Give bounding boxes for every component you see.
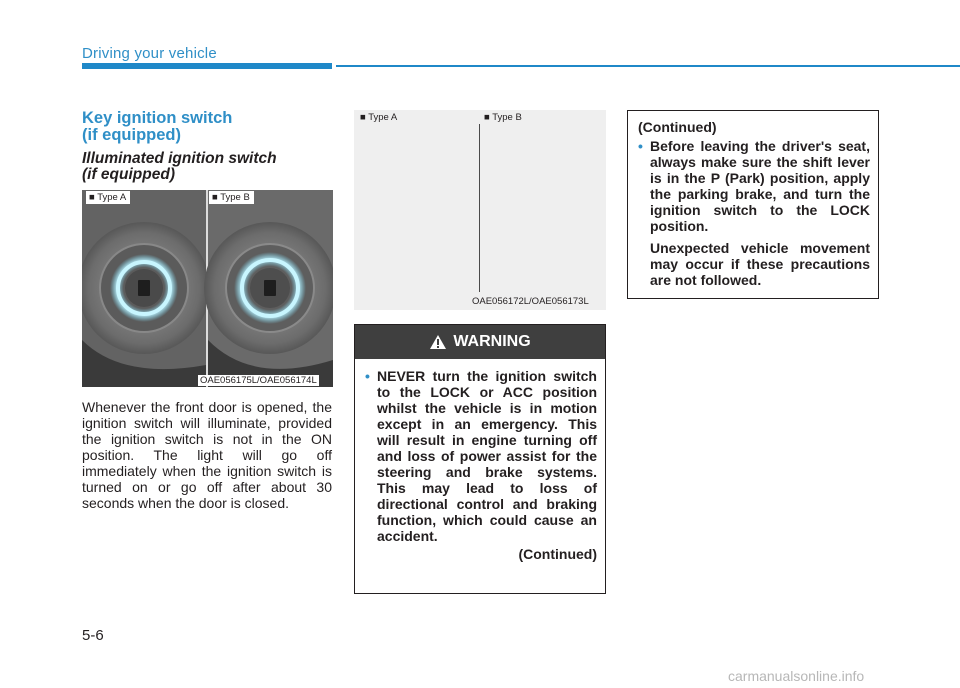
panel-reference-code: OAE056172L/OAE056173L	[472, 296, 589, 307]
body-paragraph: Whenever the front door is opened, the ignition switch will illuminate, provided the ignition switch is not in the ON position. The light will go off immediately when the ignition switch is turned on or go off after about 30 seconds when the door is closed.	[82, 399, 332, 511]
warning-item-text: NEVER turn the ignition switch to the LOCK or ACC position whilst the vehicle is in motion except in an emergency. This will result in engine turning off and loss of power assist for the steering and brake systems. This may lead to loss of directional control and braking function, which could cause an accident.	[377, 368, 597, 544]
warning-title: WARNING	[453, 333, 531, 350]
continued-label: (Continued)	[638, 119, 717, 135]
continued-item	[638, 138, 870, 234]
subheading-line-2: (if equipped)	[82, 166, 175, 183]
warning-header	[355, 325, 605, 359]
subsection-heading	[82, 151, 332, 183]
subheading-line-1: Illuminated ignition switch	[82, 150, 277, 167]
section-title: Driving your vehicle	[82, 45, 217, 62]
bullet-icon: •	[638, 138, 643, 154]
continued-paragraph: Unexpected vehicle movement may occur if these precautions are not followed.	[650, 240, 870, 288]
warning-continued: (Continued)	[518, 546, 597, 562]
panel-divider	[479, 124, 480, 292]
photo-tag-type-b: ■ Type B	[209, 191, 254, 204]
image-panel	[354, 110, 606, 310]
header-rule-thick	[82, 63, 332, 69]
continued-item-text: Before leaving the driver's seat, always make sure the shift lever is in the P (Park) position, apply the parking brake, and turn the ignition switch to the LOCK position.	[650, 138, 870, 234]
panel-tag-type-a: ■ Type A	[360, 112, 398, 123]
ignition-switch-photo	[82, 190, 333, 387]
heading-line-1: Key ignition switch	[82, 109, 233, 127]
warning-triangle-icon	[429, 334, 447, 350]
header-rule-thin	[336, 65, 960, 67]
page-number: 5-6	[82, 627, 104, 644]
ignition-switch-illustration	[82, 190, 333, 387]
continued-body	[628, 119, 878, 288]
section-heading	[82, 110, 332, 144]
bullet-icon: •	[365, 368, 370, 384]
photo-tag-type-a: ■ Type A	[86, 191, 130, 204]
warning-box	[354, 324, 606, 594]
panel-tag-type-b: ■ Type B	[484, 112, 522, 123]
type-b-keyhole	[204, 190, 333, 387]
warning-item	[365, 368, 597, 544]
heading-line-2: (if equipped)	[82, 126, 181, 144]
type-a-keyhole	[82, 190, 210, 387]
continued-warning-box	[627, 110, 879, 299]
warning-body	[355, 368, 605, 562]
watermark: carmanualsonline.info	[728, 668, 865, 684]
photo-reference-code: OAE056175L/OAE056174L	[200, 375, 317, 386]
